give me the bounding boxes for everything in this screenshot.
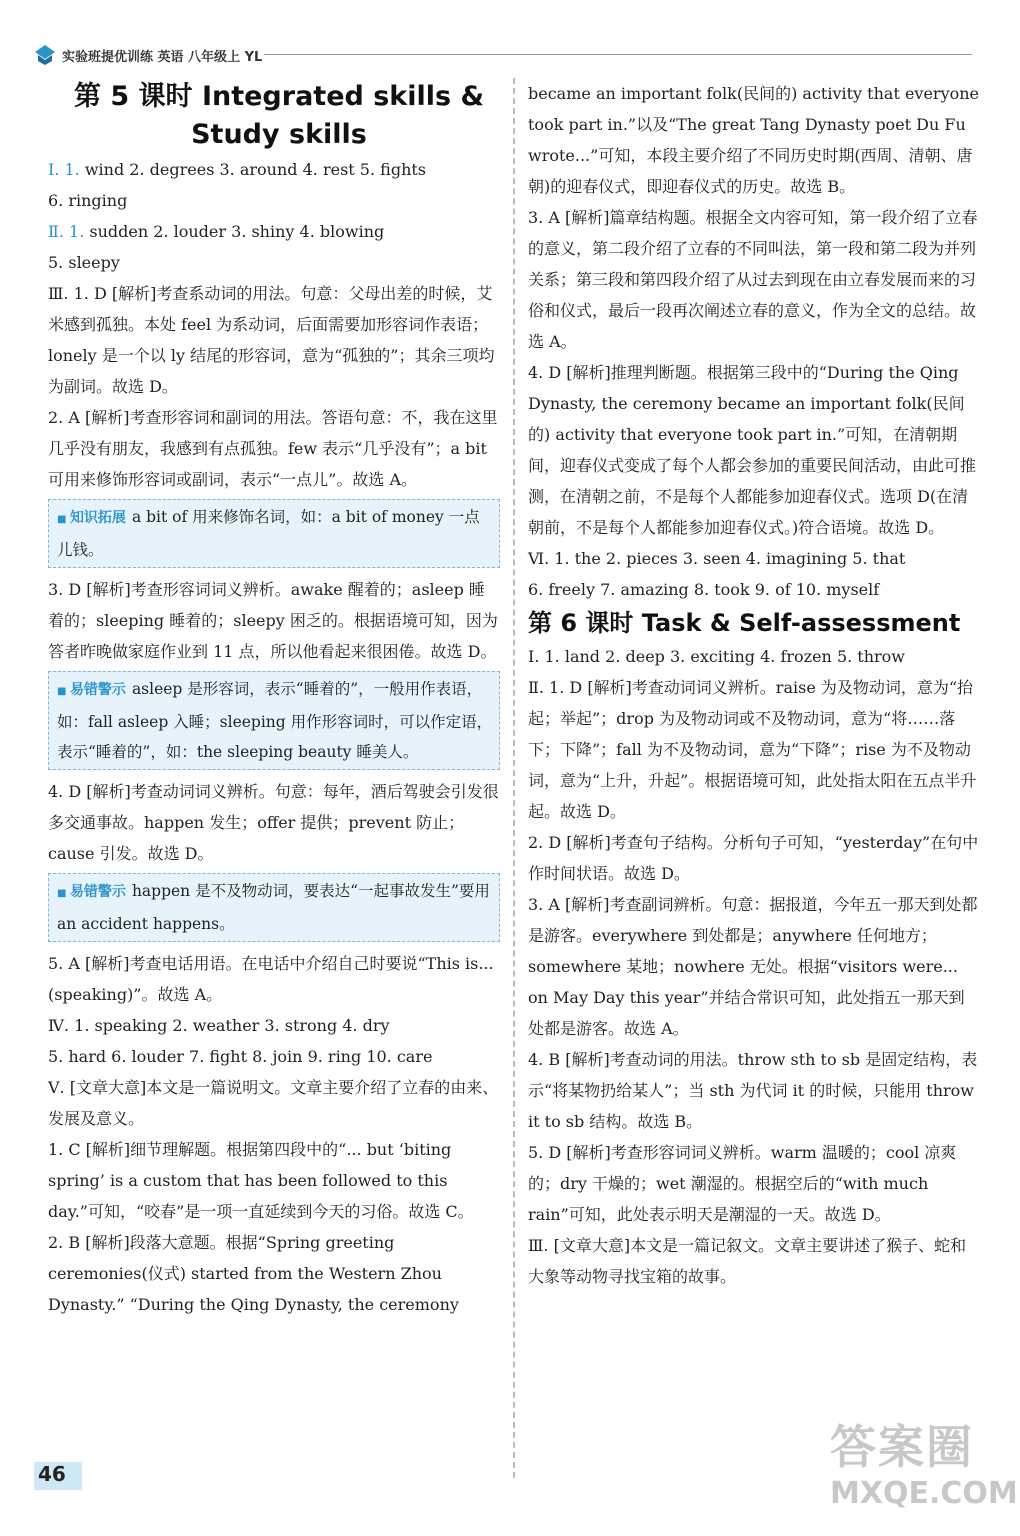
page-header [34, 40, 974, 70]
watermark-logo-text: 答案圈 [830, 1420, 974, 1474]
lesson6-part-I: Ⅰ. 1. land 2. deep 3. exciting 4. frozen 5. throw [528, 647, 905, 666]
section-title-lesson6: 第 6 课时 Task & Self-assessment [528, 609, 961, 637]
section-title-lesson5 [48, 78, 500, 154]
part-V-q2: 2. B [解析]段落大意题。根据“Spring greeting ceremonies(仪式) started from the Western Zhou Dynasty.” “During the Qing Dynasty, the ceremony [48, 1233, 459, 1314]
part-V-q2-continued: became an important folk(民间的) activity that everyone took part in.”以及“The great Tang Dynasty poet Du Fu wrote...”可知，本段主要介绍了不同历史时期(西周、清朝、唐朝)的迎春仪式，即迎春仪式的历史。故选 B。 [528, 84, 980, 196]
tip-box-warning-1 [48, 671, 500, 770]
part-III-q3: 3. D [解析]考查形容词词义辨析。awake 醒着的；asleep 睡着的；sleeping 睡着的；sleepy 困乏的。根据语境可知，因为答者昨晚做家庭作业到 11 点，所以他看起来很困倦。故选 D。 [48, 580, 498, 661]
book-logo-icon [34, 44, 56, 66]
part-VI-line2: 6. freely 7. amazing 8. took 9. of 10. myself [528, 580, 880, 599]
header-rule [264, 54, 972, 55]
part-II-line2: 5. sleepy [48, 253, 120, 272]
part-III-q4: 4. D [解析]考查动词词义辨析。句意：每年，酒后驾驶会引发很多交通事故。happen 发生；offer 提供；prevent 防止；cause 引发。故选 D。 [48, 782, 499, 863]
part-II-line1 [48, 216, 500, 247]
section-title-line1: 第 5 课时 Integrated skills & [73, 81, 485, 112]
lesson6-part-III-summary: Ⅲ. [文章大意]本文是一篇记叙文。文章主要讲述了猴子、蛇和大象等动物寻找宝箱的故事。 [528, 1236, 967, 1286]
tip-box-text: a bit of 用来修饰名词，如：a bit of money 一点儿钱。 [57, 508, 480, 559]
lesson6-part-II-q2: 2. D [解析]考查句子结构。分析句子可知，“yesterday”在句中作时间状语。故选 D。 [528, 833, 979, 883]
part-III-q5: 5. A [解析]考查电话用语。在电话中介绍自己时要说“This is...(speaking)”。故选 A。 [48, 954, 494, 1004]
part-V-q3: 3. A [解析]篇章结构题。根据全文内容可知，第一段介绍了立春的意义，第二段介绍了立春的不同叫法，第一段和第二段为并列关系；第三段和第四段介绍了从过去到现在由立春发展而来的习俗和仪式，最后一段再次阐述立春的意义，作为全文的总结。故选 A。 [528, 208, 978, 351]
part-II-label: Ⅱ. 1. [48, 222, 85, 241]
part-V-q4: 4. D [解析]推理判断题。根据第三段中的“During the Qing Dynasty, the ceremony became an important folk(民间的) activity that everyone took part in.”可知，在清朝期间，迎春仪式变成了每个人都会参加的重要民间活动，由此可推测，在清朝之前，不是每个人都能参加迎春仪式。选项 D(在清朝前，不是每个人都能参加迎春仪式。)符合语境。故选 D。 [528, 363, 977, 537]
part-IV-line2: 5. hard 6. louder 7. fight 8. join 9. ring 10. care [48, 1047, 433, 1066]
lesson6-part-II-q1: Ⅱ. 1. D [解析]考查动词词义辨析。raise 为及物动词，意为“抬起；举起”；drop 为及物动词或不及物动词，意为“将……落下；下降”；fall 为不及物动词，意为“下降”；rise 为不及物动词，意为“上升，升起”。根据语境可知，此处指太阳在五点半升起。故选 D。 [528, 678, 977, 821]
tip-box-text: happen 是不及物动词，要表达“一起事故发生”要用 an accident happens。 [57, 882, 490, 933]
left-column [48, 78, 500, 1320]
tip-box-warning-2 [48, 873, 500, 942]
tip-box-label: ■ 知识拓展 [57, 510, 126, 526]
part-III-q2: 2. A [解析]考查形容词和副词的用法。答语句意：不，我在这里几乎没有朋友，我感到有点孤独。few 表示“几乎没有”；a bit 可用来修饰形容词或副词，表示“一点儿”。故选 A。 [48, 408, 498, 489]
part-I-line2: 6. ringing [48, 191, 128, 210]
tip-box-label: ■ 易错警示 [57, 682, 126, 698]
tip-box-label: ■ 易错警示 [57, 884, 126, 900]
part-I-line1 [48, 154, 500, 185]
lesson6-part-II-q5: 5. D [解析]考查形容词词义辨析。warm 温暖的；cool 凉爽的；dry 干燥的；wet 潮湿的。根据空后的“with much rain”可知，此处表示明天是潮湿的一天。故选 D。 [528, 1143, 957, 1224]
part-II-answers: sudden 2. louder 3. shiny 4. blowing [89, 222, 385, 241]
part-V-summary: Ⅴ. [文章大意]本文是一篇说明文。文章主要介绍了立春的由来、发展及意义。 [48, 1078, 499, 1128]
site-watermark [830, 1420, 1018, 1530]
lesson6-part-II-q3: 3. A [解析]考查副词辨析。句意：据报道，今年五一那天到处都是游客。everywhere 到处都是；anywhere 任何地方；somewhere 某地；nowhere 无处。根据“visitors were... on May Day this year”并结合常识可知，此处指五一那天到处都是游客。故选 A。 [528, 895, 978, 1038]
part-III-q1: Ⅲ. 1. D [解析]考查系动词的用法。句意：父母出差的时候，艾米感到孤独。本处 feel 为系动词，后面需要加形容词作表语；lonely 是一个以 ly 结尾的形容词，意为“孤独的”；其余三项均为副词。故选 D。 [48, 284, 495, 396]
lesson6-part-II-q4: 4. B [解析]考查动词的用法。throw sth to sb 是固定结构，表示“将某物扔给某人”；当 sth 为代词 it 的时候，只能用 throw it to sb 结构。故选 B。 [528, 1050, 978, 1131]
watermark-url: MXQE.COM [830, 1476, 1018, 1511]
part-VI-line1: Ⅵ. 1. the 2. pieces 3. seen 4. imagining 5. that [528, 549, 906, 568]
section-title-line2: Study skills [191, 119, 367, 150]
tip-box-knowledge [48, 499, 500, 568]
column-divider [513, 78, 515, 1478]
tip-box-text: asleep 是形容词，表示“睡着的”，一般用作表语，如：fall asleep 入睡；sleeping 用作形容词时，可以作定语，表示“睡着的”，如：the sleeping beauty 睡美人。 [57, 680, 493, 761]
part-I-label: Ⅰ. 1. [48, 160, 80, 179]
part-I-answers: wind 2. degrees 3. around 4. rest 5. fights [84, 160, 427, 179]
page-number: 46 [38, 1462, 66, 1486]
header-title: 实验班提优训练 英语 八年级上 YL [62, 50, 263, 65]
right-column [528, 78, 980, 1292]
part-IV-line1: Ⅳ. 1. speaking 2. weather 3. strong 4. dry [48, 1016, 390, 1035]
part-V-q1: 1. C [解析]细节理解题。根据第四段中的“... but ‘biting spring’ is a custom that has been followed to this day.”可知，“咬春”是一项一直延续到今天的习俗。故选 C。 [48, 1140, 474, 1221]
